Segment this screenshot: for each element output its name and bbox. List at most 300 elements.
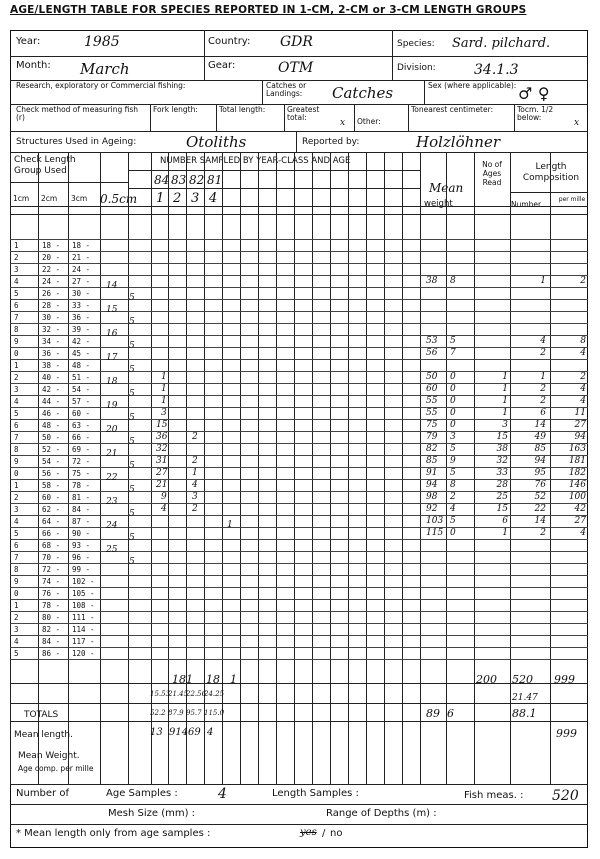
grid-rule bbox=[10, 239, 588, 240]
grid-rule bbox=[68, 152, 69, 784]
row-1cm: 4 bbox=[14, 277, 19, 286]
total-ages-read: 200 bbox=[476, 673, 497, 686]
grid-rule bbox=[10, 784, 588, 785]
row-1cm: 0 bbox=[14, 589, 19, 598]
half-cm-fraction: 5 bbox=[129, 389, 135, 399]
tonearest-label: Tonearest centimeter: bbox=[411, 105, 494, 114]
grid-rule bbox=[10, 299, 588, 300]
structures-value: Otoliths bbox=[186, 133, 247, 151]
grid-rule bbox=[100, 152, 101, 784]
age-label: 1 bbox=[156, 191, 165, 206]
grid-rule bbox=[402, 152, 403, 784]
rule bbox=[296, 131, 297, 152]
half-cm-value: 22 bbox=[106, 473, 118, 483]
mean-length-by-age: 15.53 bbox=[150, 690, 171, 698]
rule bbox=[262, 80, 263, 104]
total-age1: 181 bbox=[172, 673, 193, 686]
mean-weight-fraction: 5 bbox=[450, 336, 456, 346]
row-2cm: 34 - bbox=[42, 337, 61, 346]
age-samples-value: 4 bbox=[218, 786, 227, 802]
other-label: Other: bbox=[357, 117, 381, 126]
age-comp-label: Age comp. per mille bbox=[18, 764, 94, 773]
row-3cm: 57 - bbox=[72, 397, 91, 406]
rule bbox=[10, 152, 588, 153]
mean-weight-mean: 89 bbox=[426, 707, 440, 720]
mean-weight-total: 88.1 bbox=[512, 707, 537, 720]
half-cm-fraction: 5 bbox=[129, 485, 135, 495]
note-no: no bbox=[330, 828, 343, 839]
row-3cm: 48 - bbox=[72, 361, 91, 370]
catches-label: Catches or Landings: bbox=[266, 81, 307, 98]
grid-rule bbox=[10, 539, 588, 540]
grid-rule bbox=[10, 647, 588, 648]
note-yes: yes bbox=[300, 827, 317, 838]
per-mille-value: 8 bbox=[580, 336, 586, 346]
row-1cm: 3 bbox=[14, 385, 19, 394]
row-2cm: 70 - bbox=[42, 553, 61, 562]
row-2cm: 56 - bbox=[42, 469, 61, 478]
col-3cm-label: 3cm bbox=[71, 194, 88, 203]
mean-weight-fraction: 9 bbox=[450, 456, 456, 466]
grid-rule bbox=[420, 152, 421, 784]
division-value: 34.1.3 bbox=[474, 62, 519, 78]
grid-rule bbox=[128, 170, 420, 171]
grid-rule bbox=[10, 824, 588, 825]
grid-rule bbox=[10, 251, 588, 252]
fish-meas-value: 520 bbox=[552, 788, 579, 804]
row-3cm: 117 - bbox=[72, 637, 95, 646]
mean-weight-value: 82 bbox=[426, 444, 438, 454]
row-1cm: 6 bbox=[14, 421, 19, 430]
age1-count: 3 bbox=[161, 408, 167, 418]
mesh-size-label: Mesh Size (mm) : bbox=[108, 808, 196, 819]
row-2cm: 18 - bbox=[42, 241, 61, 250]
year-class-label: 84 bbox=[154, 173, 170, 187]
row-3cm: 60 - bbox=[72, 409, 91, 418]
row-1cm: 3 bbox=[14, 265, 19, 274]
rule bbox=[408, 104, 409, 131]
rule bbox=[424, 80, 425, 104]
grid-rule bbox=[550, 152, 551, 784]
half-cm-value: 25 bbox=[106, 545, 118, 555]
age1-count: 1 bbox=[161, 396, 167, 406]
sex-label: Sex (where applicable): bbox=[428, 81, 517, 90]
row-3cm: 93 - bbox=[72, 541, 91, 550]
row-2cm: 84 - bbox=[42, 637, 61, 646]
row-2cm: 30 - bbox=[42, 313, 61, 322]
grid-rule bbox=[510, 192, 588, 193]
month-value: March bbox=[80, 60, 130, 78]
row-1cm: 6 bbox=[14, 541, 19, 550]
grid-rule bbox=[510, 152, 511, 784]
row-3cm: 24 - bbox=[72, 265, 91, 274]
structures-label: Structures Used in Ageing: bbox=[16, 137, 137, 147]
mean-weight-by-age: 87.9 bbox=[168, 709, 184, 717]
ages-read-value: 1 bbox=[502, 396, 508, 406]
age2-count: 4 bbox=[192, 480, 198, 490]
row-3cm: 42 - bbox=[72, 337, 91, 346]
mean-weight-value: 94 bbox=[426, 480, 438, 490]
tocm-mark: x bbox=[574, 118, 580, 128]
age-label: 2 bbox=[173, 191, 182, 206]
rule bbox=[392, 30, 393, 80]
sex-value: ♂ ♀ bbox=[518, 84, 550, 103]
row-3cm: 54 - bbox=[72, 385, 91, 394]
row-2cm: 52 - bbox=[42, 445, 61, 454]
row-3cm: 108 - bbox=[72, 601, 95, 610]
mean-weight-fraction: 0 bbox=[450, 528, 456, 538]
row-3cm: 69 - bbox=[72, 445, 91, 454]
row-3cm: 33 - bbox=[72, 301, 91, 310]
age1-count: 36 bbox=[156, 432, 168, 442]
length-number-value: 2 bbox=[540, 396, 546, 406]
row-2cm: 48 - bbox=[42, 421, 61, 430]
grid-rule bbox=[10, 611, 588, 612]
depth-range-label: Range of Depths (m) : bbox=[326, 808, 437, 819]
mean-weight-value: 115 bbox=[426, 528, 444, 538]
row-2cm: 86 - bbox=[42, 649, 61, 658]
grid-rule bbox=[10, 563, 588, 564]
mean-weight-fraction: 0 bbox=[450, 420, 456, 430]
row-1cm: 7 bbox=[14, 553, 19, 562]
length-number-value: 49 bbox=[534, 432, 546, 442]
half-cm-fraction: 5 bbox=[129, 341, 135, 351]
row-1cm: 4 bbox=[14, 397, 19, 406]
row-2cm: 58 - bbox=[42, 481, 61, 490]
half-cm-fraction: 5 bbox=[129, 293, 135, 303]
row-2cm: 62 - bbox=[42, 505, 61, 514]
row-1cm: 5 bbox=[14, 649, 19, 658]
grid-rule bbox=[10, 635, 588, 636]
age-comp-by-age: 13 bbox=[150, 727, 163, 738]
row-2cm: 76 - bbox=[42, 589, 61, 598]
mean-weight-fraction: 8 bbox=[450, 276, 456, 286]
ages-read-label: No of Ages Read bbox=[482, 160, 502, 187]
row-2cm: 66 - bbox=[42, 529, 61, 538]
grid-rule bbox=[294, 152, 295, 784]
row-3cm: 75 - bbox=[72, 469, 91, 478]
row-1cm: 9 bbox=[14, 337, 19, 346]
half-cm-value: 24 bbox=[106, 521, 118, 531]
row-2cm: 44 - bbox=[42, 397, 61, 406]
length-number-value: 1 bbox=[540, 372, 546, 382]
row-1cm: 4 bbox=[14, 637, 19, 646]
mean-weight-value: 75 bbox=[426, 420, 438, 430]
per-mille-value: 42 bbox=[574, 504, 586, 514]
half-cm-fraction: 5 bbox=[129, 461, 135, 471]
totals-label: TOTALS bbox=[24, 710, 59, 720]
row-2cm: 40 - bbox=[42, 373, 61, 382]
row-3cm: 84 - bbox=[72, 505, 91, 514]
row-2cm: 36 - bbox=[42, 349, 61, 358]
row-2cm: 32 - bbox=[42, 325, 61, 334]
row-1cm: 3 bbox=[14, 625, 19, 634]
row-3cm: 27 - bbox=[72, 277, 91, 286]
tocm-label: Tocm. 1/2 below: bbox=[517, 105, 554, 122]
rule bbox=[284, 104, 285, 131]
row-1cm: 1 bbox=[14, 601, 19, 610]
note-separator: / bbox=[322, 828, 326, 839]
grid-rule bbox=[384, 152, 385, 784]
row-3cm: 21 - bbox=[72, 253, 91, 262]
catches-value: Catches bbox=[332, 84, 394, 102]
grid-rule bbox=[10, 659, 588, 660]
grid-rule bbox=[10, 703, 588, 704]
grid-rule bbox=[312, 152, 313, 784]
mean-weight-fraction: 5 bbox=[450, 444, 456, 454]
row-3cm: 114 - bbox=[72, 625, 95, 634]
grid-rule bbox=[10, 206, 588, 207]
row-2cm: 38 - bbox=[42, 361, 61, 370]
age-comp-total: 999 bbox=[556, 727, 577, 740]
row-3cm: 78 - bbox=[72, 481, 91, 490]
mean-weight-value: 98 bbox=[426, 492, 438, 502]
mean-length-note: * Mean length only from age samples : bbox=[16, 828, 211, 839]
gear-label: Gear: bbox=[208, 60, 236, 71]
row-1cm: 5 bbox=[14, 529, 19, 538]
per-mille-label: per mille bbox=[558, 196, 586, 203]
col-2cm-label: 2cm bbox=[41, 194, 58, 203]
year-label: Year: bbox=[16, 36, 41, 47]
row-1cm: 1 bbox=[14, 361, 19, 370]
row-1cm: 2 bbox=[14, 253, 19, 262]
mean-weight-value: 38 bbox=[426, 276, 438, 286]
grid-rule bbox=[10, 623, 588, 624]
length-number-value: 94 bbox=[534, 456, 546, 466]
row-2cm: 72 - bbox=[42, 565, 61, 574]
rule bbox=[514, 104, 515, 131]
age2-count: 2 bbox=[192, 504, 198, 514]
row-3cm: 18 - bbox=[72, 241, 91, 250]
row-1cm: 1 bbox=[14, 481, 19, 490]
mean-weight-value: 55 bbox=[426, 396, 438, 406]
half-cm-value: 18 bbox=[106, 377, 118, 387]
rule bbox=[354, 104, 355, 131]
row-3cm: 72 - bbox=[72, 457, 91, 466]
per-mille-value: 11 bbox=[574, 408, 586, 418]
total-number: 520 bbox=[512, 673, 533, 686]
age1-count: 15 bbox=[156, 420, 168, 430]
check-method-label: Check method of measuring fish (r) bbox=[16, 105, 139, 122]
check-length-label: Check Length Group Used bbox=[14, 155, 76, 176]
row-2cm: 20 - bbox=[42, 253, 61, 262]
per-mille-value: 100 bbox=[568, 492, 586, 502]
mean-length-label: Mean length. bbox=[14, 730, 73, 740]
gear-value: OTM bbox=[278, 60, 314, 76]
grid-rule bbox=[10, 311, 588, 312]
mean-weight-fraction: 0 bbox=[450, 372, 456, 382]
month-label: Month: bbox=[16, 60, 51, 71]
rule bbox=[10, 131, 588, 132]
row-1cm: 3 bbox=[14, 505, 19, 514]
grid-rule bbox=[10, 214, 588, 215]
half-cm-value: 15 bbox=[106, 305, 118, 315]
per-mille-value: 181 bbox=[568, 456, 586, 466]
row-1cm: 1 bbox=[14, 241, 19, 250]
row-3cm: 30 - bbox=[72, 289, 91, 298]
research-label: Research, exploratory or Commercial fishing: bbox=[16, 81, 186, 90]
rule bbox=[204, 30, 205, 80]
length-samples-label: Length Samples : bbox=[272, 788, 359, 799]
row-1cm: 5 bbox=[14, 409, 19, 418]
mean-weight-label: Mean Weight. bbox=[18, 751, 80, 761]
row-1cm: 0 bbox=[14, 469, 19, 478]
length-number-value: 2 bbox=[540, 528, 546, 538]
greatest-mark: x bbox=[340, 118, 346, 128]
ages-read-value: 28 bbox=[496, 480, 508, 490]
grid-rule bbox=[10, 804, 588, 805]
form-title: AGE/LENGTH TABLE FOR SPECIES REPORTED IN 1-CM, 2-CM or 3-CM LENGTH GROUPS bbox=[10, 4, 527, 16]
ages-read-value: 1 bbox=[502, 372, 508, 382]
grid-rule bbox=[10, 721, 588, 722]
length-number-value: 14 bbox=[534, 420, 546, 430]
mean-weight-value: 55 bbox=[426, 408, 438, 418]
age1-count: 1 bbox=[161, 372, 167, 382]
grid-rule bbox=[10, 575, 588, 576]
age2-count: 1 bbox=[192, 468, 198, 478]
total-age4: 1 bbox=[230, 673, 237, 686]
mean-weight-value: 56 bbox=[426, 348, 438, 358]
rule bbox=[150, 104, 151, 131]
grid-rule bbox=[10, 347, 588, 348]
ages-read-value: 6 bbox=[502, 516, 508, 526]
row-1cm: 4 bbox=[14, 517, 19, 526]
age1-count: 32 bbox=[156, 444, 168, 454]
half-cm-fraction: 5 bbox=[129, 413, 135, 423]
row-3cm: 45 - bbox=[72, 349, 91, 358]
grid-rule bbox=[10, 359, 588, 360]
row-3cm: 51 - bbox=[72, 373, 91, 382]
length-number-value: 22 bbox=[534, 504, 546, 514]
half-cm-fraction: 5 bbox=[129, 509, 135, 519]
length-number-value: 6 bbox=[540, 408, 546, 418]
grid-rule bbox=[258, 152, 259, 784]
grid-rule bbox=[330, 152, 331, 784]
mean-weight-fraction: 5 bbox=[450, 468, 456, 478]
grid-rule bbox=[10, 683, 588, 684]
total-length-label: Total length: bbox=[219, 105, 266, 114]
half-cm-fraction: 5 bbox=[129, 557, 135, 567]
year-value: 1985 bbox=[84, 34, 120, 50]
half-cm-value: 21 bbox=[106, 449, 118, 459]
grid-rule bbox=[10, 152, 11, 784]
mean-weight-value: 103 bbox=[426, 516, 444, 526]
number-of-label: Number of bbox=[16, 788, 69, 799]
half-cm-value: 16 bbox=[106, 329, 118, 339]
age1-count: 27 bbox=[156, 468, 168, 478]
grid-rule bbox=[38, 152, 39, 784]
number-sampled-label: NUMBER SAMPLED BY YEAR-CLASS AND AGE bbox=[160, 156, 351, 166]
mean-weight-value: 79 bbox=[426, 432, 438, 442]
row-2cm: 22 - bbox=[42, 265, 61, 274]
row-2cm: 28 - bbox=[42, 301, 61, 310]
row-3cm: 81 - bbox=[72, 493, 91, 502]
mean-weight-fraction: 4 bbox=[450, 504, 456, 514]
age2-count: 2 bbox=[192, 432, 198, 442]
grid-rule bbox=[240, 152, 241, 784]
mean-weight-by-age: 95.7 bbox=[186, 709, 202, 717]
half-cm-value: 23 bbox=[106, 497, 118, 507]
row-2cm: 64 - bbox=[42, 517, 61, 526]
weight-label: weight bbox=[424, 199, 453, 209]
row-3cm: 96 - bbox=[72, 553, 91, 562]
grid-rule bbox=[10, 263, 588, 264]
mean-weight-fraction: 3 bbox=[450, 432, 456, 442]
ages-read-value: 33 bbox=[496, 468, 508, 478]
age1-count: 4 bbox=[161, 504, 167, 514]
half-cm-value: 19 bbox=[106, 401, 118, 411]
row-1cm: 2 bbox=[14, 373, 19, 382]
per-mille-value: 27 bbox=[574, 420, 586, 430]
ages-read-value: 1 bbox=[502, 408, 508, 418]
country-value: GDR bbox=[280, 34, 313, 50]
row-1cm: 7 bbox=[14, 433, 19, 442]
mean-weight-fraction: 0 bbox=[450, 396, 456, 406]
age-label: 3 bbox=[191, 191, 200, 206]
row-3cm: 102 - bbox=[72, 577, 95, 586]
mean-length-by-age: 22.56 bbox=[186, 690, 207, 698]
ages-read-value: 15 bbox=[496, 504, 508, 514]
age-label: 4 bbox=[209, 191, 218, 206]
per-mille-value: 4 bbox=[580, 396, 586, 406]
per-mille-value: 4 bbox=[580, 384, 586, 394]
half-cm-value: 14 bbox=[106, 281, 118, 291]
per-mille-value: 146 bbox=[568, 480, 586, 490]
length-number-value: 4 bbox=[540, 336, 546, 346]
length-composition-label: Length Composition bbox=[522, 162, 580, 183]
half-cm-value: 20 bbox=[106, 425, 118, 435]
row-3cm: 63 - bbox=[72, 421, 91, 430]
age-samples-label: Age Samples : bbox=[106, 788, 178, 799]
mean-weight-fraction: 0 bbox=[450, 408, 456, 418]
row-1cm: 9 bbox=[14, 577, 19, 586]
row-2cm: 26 - bbox=[42, 289, 61, 298]
division-label: Division: bbox=[397, 63, 436, 73]
grid-rule bbox=[474, 152, 475, 784]
length-number-value: 95 bbox=[534, 468, 546, 478]
row-3cm: 90 - bbox=[72, 529, 91, 538]
length-number-value: 14 bbox=[534, 516, 546, 526]
half-cm-fraction: 5 bbox=[129, 437, 135, 447]
grid-rule bbox=[10, 551, 588, 552]
total-per-mille: 999 bbox=[554, 673, 575, 686]
row-3cm: 99 - bbox=[72, 565, 91, 574]
row-2cm: 50 - bbox=[42, 433, 61, 442]
row-3cm: 111 - bbox=[72, 613, 95, 622]
per-mille-value: 2 bbox=[580, 276, 586, 286]
ages-read-value: 3 bbox=[502, 420, 508, 430]
grid-rule bbox=[128, 188, 420, 189]
grid-rule bbox=[10, 275, 588, 276]
mean-weight-by-age: 52.2 bbox=[150, 709, 166, 717]
age2-count: 2 bbox=[192, 456, 198, 466]
age-comp-by-age: 914 bbox=[169, 727, 189, 738]
mean-weight-fraction: 2 bbox=[450, 492, 456, 502]
mean-length-by-age: 24.25 bbox=[204, 690, 225, 698]
row-1cm: 8 bbox=[14, 445, 19, 454]
age1-count: 1 bbox=[161, 384, 167, 394]
greatest-total-label: Greatest total: bbox=[287, 105, 320, 122]
grid-rule bbox=[10, 323, 588, 324]
age4-count: 1 bbox=[227, 520, 233, 530]
age-comp-by-age: 4 bbox=[207, 727, 214, 738]
length-number-value: 76 bbox=[534, 480, 546, 490]
per-mille-value: 182 bbox=[568, 468, 586, 478]
grid-rule bbox=[10, 287, 588, 288]
reported-value: Holzlöhner bbox=[416, 133, 501, 151]
length-number-value: 85 bbox=[534, 444, 546, 454]
grid-rule bbox=[10, 335, 588, 336]
